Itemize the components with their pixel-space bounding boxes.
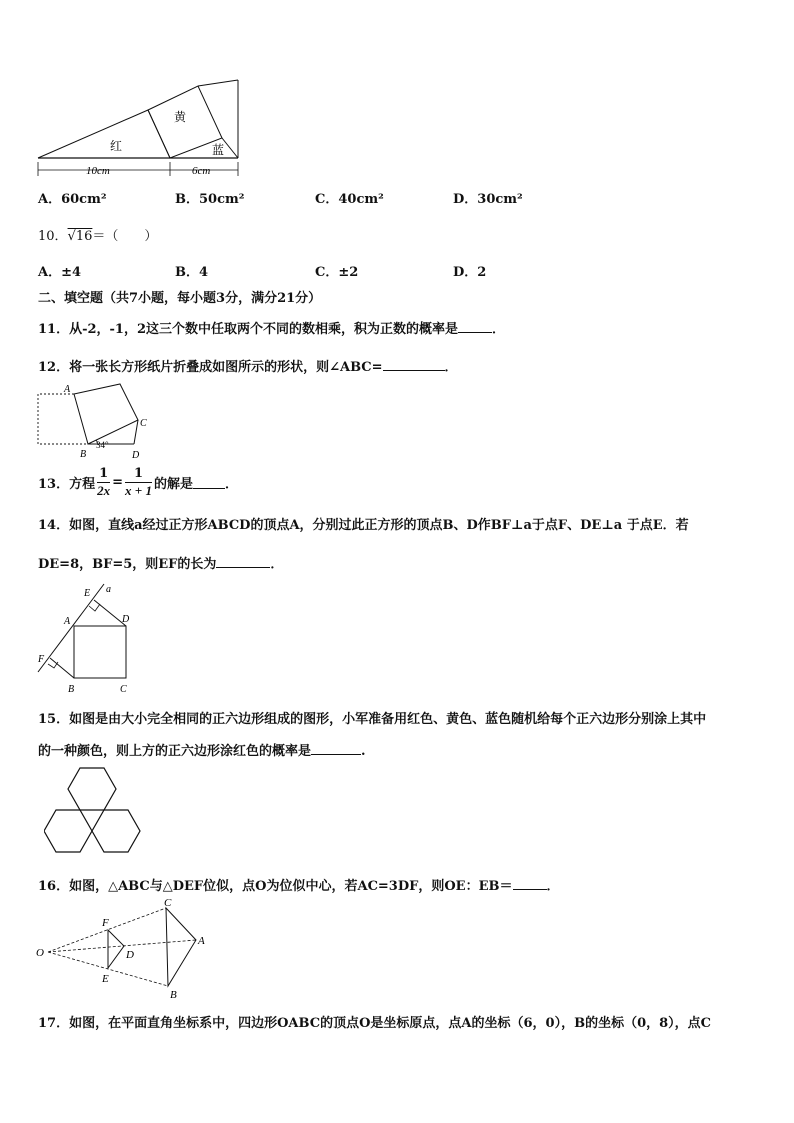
section-heading: 二、填空题（共7小题，每小题3分，满分21分） [38, 291, 322, 306]
q10-expression: √16 [67, 229, 93, 244]
fig12-label-c: C [140, 418, 147, 429]
fig14-diagram [34, 582, 144, 696]
q16-text: 16．如图，△ABC与△DEF位似，点O为位似中心，若AC=3DF，则OE：EB＝ [38, 879, 513, 894]
fig12-label-d: D [132, 450, 140, 461]
fig16-label-d: D [126, 949, 134, 961]
q13-question: 13．方程 $\frac{1}{2x}$ = $\frac{1}{x + 1}$ 的解是 ． [38, 465, 238, 498]
q17-line-1: 17．如图，在平面直角坐标系中，四边形OABC的顶点O是坐标原点，点A的坐标（6，0），B的坐标（0，8），点C [38, 1016, 712, 1031]
q12-question: 12．将一张长方形纸片折叠成如图所示的形状，则∠ABC= ． [38, 360, 458, 375]
fig12-label-b: B [80, 449, 87, 460]
q13-answer-blank [193, 476, 225, 489]
q16-answer-blank [513, 877, 547, 890]
q15-answer-blank [311, 742, 361, 755]
fig16-label-c: C [164, 897, 172, 909]
q12-text: 12．将一张长方形纸片折叠成如图所示的形状，则∠ABC= [38, 360, 383, 375]
fig16-diagram [34, 896, 214, 1004]
top-hexagon [68, 768, 116, 810]
q11-text: 11．从-2，-1，2这三个数中任取两个不同的数相乘，积为正数的概率是 [38, 322, 459, 337]
fig9-dim-right: 6cm [192, 165, 211, 177]
fig14-label-c: C [120, 684, 127, 695]
fig9-dim-left: 10cm [86, 165, 110, 177]
q14-line-2-text: DE=8，BF=5，则EF的长为 [38, 557, 217, 572]
fig14-label-a-line: a [106, 584, 111, 595]
q13-equals: = [112, 474, 124, 490]
q14-answer-blank [216, 555, 270, 568]
q14-line-1: 14．如图，直线a经过正方形ABCD的顶点A，分别过此正方形的顶点B、D作BF⊥a于点F、DE⊥a 于点E．若 [38, 518, 689, 533]
fig14-label-b: B [68, 684, 75, 695]
q13-right-denominator: x + 1 [125, 482, 152, 498]
q11-question: 11．从-2，-1，2这三个数中任取两个不同的数相乘，积为正数的概率是 ． [38, 322, 506, 337]
q14-line-2: DE=8，BF=5，则EF的长为 ． [38, 557, 284, 572]
q10-question [38, 225, 157, 244]
q11-answer-blank [458, 320, 492, 333]
q13-suffix: 的解是 [153, 476, 193, 492]
q10-option-d: D．2 [453, 265, 487, 280]
q15-line-2-text: 的一种颜色，则上方的正六边形涂红色的概率是 [38, 744, 312, 759]
q9-option-c: C．40cm² [315, 192, 384, 207]
fig12-label-a: A [64, 384, 71, 395]
fig14-label-e: E [84, 588, 91, 599]
bottom-right-hexagon [92, 810, 140, 852]
q10-option-b: B．4 [175, 265, 209, 280]
fig9-yellow-label: 黄 [174, 110, 187, 124]
fig16-label-b: B [170, 989, 177, 1001]
q13-left-denominator: 2x [97, 482, 111, 498]
q15-line-1: 15．如图是由大小完全相同的正六边形组成的图形，小军准备用红色、黄色、蓝色随机给每个正六边形分别涂上其中 [38, 712, 707, 727]
q9-option-b: B．50cm² [175, 192, 245, 207]
fig12-angle-label: 34° [96, 440, 109, 450]
q13-left-numerator: 1 [99, 465, 109, 481]
fig9-diagram [34, 78, 246, 180]
fig14-label-d: D [122, 614, 130, 625]
q13-right-numerator: 1 [125, 466, 152, 483]
fig16-label-f: F [102, 917, 109, 929]
fig16-label-a: A [198, 935, 205, 947]
q12-answer-blank [383, 358, 445, 371]
fig9-blue-label: 蓝 [212, 143, 225, 157]
fig16-label-e: E [102, 973, 109, 985]
q10-number: 10． [38, 229, 68, 244]
q16-question: 16．如图，△ABC与△DEF位似，点O为位似中心，若AC=3DF，则OE：EB＝ ． [38, 879, 560, 894]
q13-right-fraction [125, 466, 152, 499]
q15-line-2: 的一种颜色，则上方的正六边形涂红色的概率是 . [38, 744, 366, 759]
fig14-label-a: A [64, 616, 71, 627]
q13-left-fraction [97, 466, 110, 499]
q9-option-a: A．60cm² [38, 192, 107, 207]
fig16-label-o: O [36, 947, 44, 959]
q9-option-d: D．30cm² [453, 192, 523, 207]
fig14-label-f: F [38, 654, 45, 665]
fig12-diagram [34, 382, 158, 462]
fig9-red-label: 红 [110, 139, 123, 153]
q13-prefix: 13．方程 [38, 476, 96, 492]
q10-rest: ＝（ ） [92, 229, 158, 244]
bottom-left-hexagon [44, 810, 92, 852]
q10-option-a: A．±4 [38, 265, 82, 280]
q10-option-c: C．±2 [315, 265, 359, 280]
fig15-hexagons [44, 764, 144, 864]
